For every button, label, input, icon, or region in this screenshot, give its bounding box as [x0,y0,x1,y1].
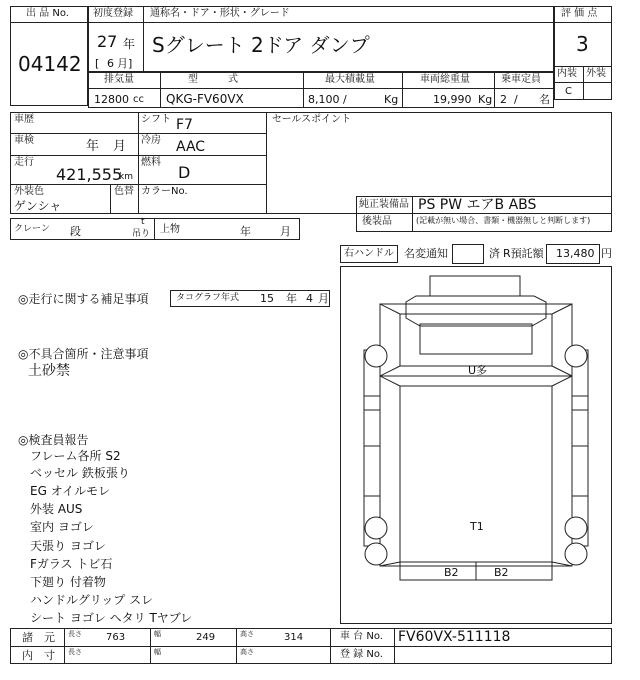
body-month-unit: 月 [280,225,291,238]
driving-heading: ◎走行に関する補足事項 [18,292,149,306]
shift-label: シフト [141,114,171,125]
in-length-label: 長さ [68,648,82,656]
body-year-unit: 年 [240,225,251,238]
mileage-value: 421,555 [56,165,123,184]
height-label: 高さ [240,630,254,638]
lot-number: 04142 [18,52,82,76]
max-load-unit: Kg [384,93,399,106]
chassis-value: FV60VX-511118 [398,629,511,645]
displacement-unit: cc [133,94,144,105]
diagram-mark: T1 [470,520,484,533]
shift-value: F7 [176,117,193,133]
tacho-label: タコグラフ年式 [176,293,240,303]
sales-point-label: セールスポイント [272,114,352,125]
crane-row [10,218,300,240]
displacement-value: 12800 [94,93,129,106]
interior-dims-label: 内 寸 [22,649,55,662]
inspector-item: ハンドルグリップ スレ [30,593,154,607]
capacity-label: 乗車定員 [501,74,541,85]
lot-label: 出 品 No. [26,8,69,19]
crane-ton: t [141,217,145,227]
in-width-label: 幅 [154,648,161,656]
mileage-unit: km [119,172,133,182]
name-change-box [452,244,484,264]
inspection-year-unit: 年 [86,139,100,154]
diagram-mark: B2 [444,566,459,579]
inspector-item: フレーム各所 S2 [30,449,121,463]
inspector-item: 下廻り 付着物 [30,575,106,589]
ext-color-value: ゲンシャ [14,199,62,213]
inspector-item: EG オイルモレ [30,484,111,498]
name-change-label: 名変通知 [404,247,448,260]
recycle-amount: 13,480 [556,247,595,260]
gross-weight-unit: Kg [478,93,493,106]
first-reg-month-unit: 月] [117,57,133,70]
crane-label: クレーン [14,224,50,234]
width-value: 249 [196,632,216,643]
inspector-item: 天張り ヨゴレ [30,539,106,553]
aftermarket-note: (記載が無い場合、書類・機器無しと判断します) [416,216,591,225]
first-reg-year: 27 [97,32,118,51]
gross-weight-label: 車両総重量 [420,74,470,85]
fuel-label: 燃料 [141,157,161,168]
max-load-slash: / [343,93,347,106]
model-label: 型 式 [188,74,238,85]
vehicle-header-label: 通称名・ドア・形状・グレード [150,8,290,19]
crane-hang: 吊り [132,229,151,239]
diagram-mark: B2 [494,566,509,579]
inspection-month-unit: 月 [113,139,127,154]
inspector-item: シート ヨゴレ ヘタリ Tヤブレ [30,611,193,625]
recycle-mark: 済 [489,247,500,260]
first-reg-bracket: [ [95,57,100,70]
exterior-label: 外装 [586,68,606,79]
first-reg-month: 6 [107,57,114,70]
tacho-month: 4 [306,292,313,305]
grade-label: 評 価 点 [561,8,598,19]
registration-label: 登 録 No. [340,649,383,660]
height-value: 314 [284,632,304,643]
tacho-year: 15 [260,292,274,305]
defects-heading: ◎不具合箇所・注意事項 [18,347,149,361]
tacho-month-unit: 月 [318,292,329,305]
model-value: QKG-FV60VX [166,92,244,106]
body-label: 上物 [160,224,180,235]
ext-color-label: 外装色 [14,186,44,197]
history-label: 車歴 [14,114,34,125]
grade-value: 3 [576,32,589,56]
max-load-label: 最大積載量 [325,74,375,85]
capacity-slash: / [514,93,518,106]
capacity-unit: 名 [539,93,550,106]
recycle-unit: 円 [601,247,612,260]
equipment-value: PS PW エアB ABS [418,197,537,213]
displacement-label: 排気量 [104,74,134,85]
inspector-heading: ◎検査員報告 [18,433,89,447]
max-load-value: 8,100 [308,93,340,106]
capacity-value: 2 [500,93,507,106]
width-label: 幅 [154,630,161,638]
truck-diagram [340,266,612,624]
color-no-label: カラーNo. [141,186,188,197]
diagram-mark: U多 [468,364,488,377]
mileage-label: 走行 [14,157,34,168]
inspection-label: 車検 [14,135,34,146]
tacho-year-unit: 年 [286,292,297,305]
inspector-item: ベッセル 鉄板張り [30,466,130,480]
inspector-item: 外装 AUS [30,502,83,516]
dims-label: 諸 元 [22,631,55,644]
ac-value: AAC [176,139,206,155]
recycle-label: R預託額 [503,247,544,260]
defect-item: 土砂禁 [28,363,70,379]
length-value: 763 [106,632,126,643]
gross-weight-value: 19,990 [433,93,472,106]
interior-grade: C [565,86,572,97]
equipment-label: 純正装備品 [359,199,409,210]
in-height-label: 高さ [240,648,254,656]
crane-stage: 段 [70,225,81,238]
inspector-item: Fガラス トビ石 [30,557,113,571]
steering-value: 右ハンドル [344,248,394,259]
interior-label: 内装 [557,68,577,79]
aftermarket-label: 後装品 [362,216,392,227]
first-reg-year-unit: 年 [123,37,136,51]
vehicle-name: Sグレート 2ドア ダンプ [152,33,370,57]
ac-label: 冷房 [141,135,161,146]
chassis-label: 車 台 No. [340,631,383,642]
fuel-value: D [178,163,191,182]
first-reg-label: 初度登録 [93,8,133,19]
color-code-label: 色替 [114,186,134,197]
length-label: 長さ [68,630,82,638]
inspector-item: 室内 ヨゴレ [30,520,94,534]
